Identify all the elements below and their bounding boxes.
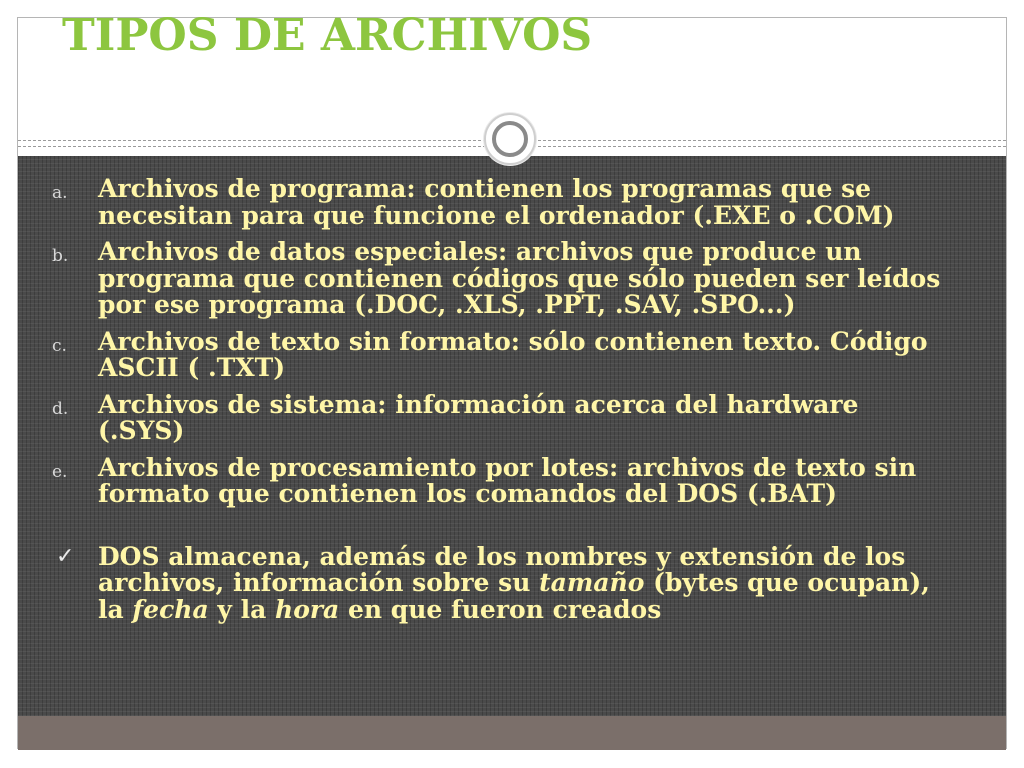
list-item-a [52, 176, 952, 229]
footer-band [18, 716, 1006, 750]
bullet-list [52, 176, 952, 633]
circle-ornament-icon [484, 113, 536, 165]
list-marker: e. [52, 461, 68, 482]
list-item-b [52, 239, 952, 319]
list-item-c [52, 326, 952, 382]
note-item [52, 541, 952, 624]
list-item-d [52, 389, 952, 445]
list-item-e [52, 452, 952, 508]
list-item-text: Archivos de datos especiales: archivos que produce un programa que contienen códigos que sólo pueden ser leídos por ese programa (.DOC, .XLS, .PPT, .SAV, .SPO...) [98, 237, 941, 319]
list-item-text: Archivos de sistema: información acerca del hardware (.SYS) [98, 389, 859, 445]
list-marker: d. [52, 398, 69, 419]
list-marker: a. [52, 183, 68, 203]
note-text: DOS almacena, además de los nombres y extensión de los archivos, información sobre su tamaño (bytes que ocupan), la fecha y la hora en que fueron creados [98, 541, 930, 624]
list-item-text: Archivos de procesamiento por lotes: archivos de texto sin formato que contienen los comandos del DOS (.BAT) [98, 452, 917, 508]
list-item-text: Archivos de programa: contienen los programas que se necesitan para que funcione el ordenador (.EXE o .COM) [98, 174, 895, 230]
list-item-text: Archivos de texto sin formato: sólo contienen texto. Código ASCII ( .TXT) [98, 326, 928, 382]
list-marker: b. [52, 246, 69, 266]
list-marker: c. [52, 335, 67, 356]
checkmark-icon: ✓ [56, 543, 75, 569]
list-spacer [52, 518, 952, 544]
slide-title: TIPOS DE ARCHIVOS [62, 10, 593, 61]
